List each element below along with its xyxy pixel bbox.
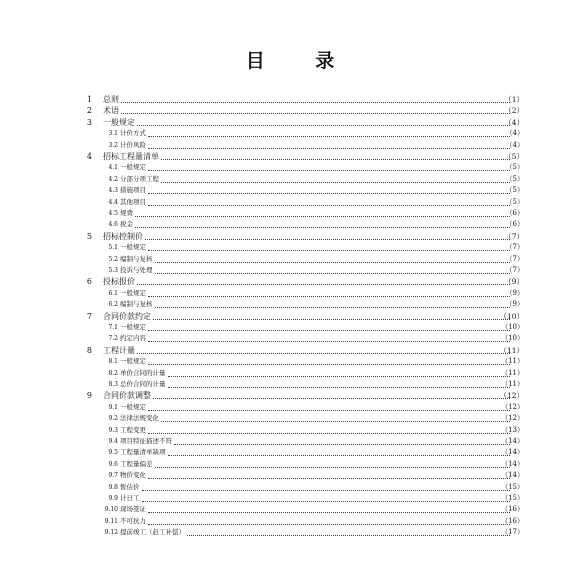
toc-entry-number: 3.2 [108, 141, 118, 149]
dot-leader [148, 422, 510, 434]
toc-entry-label: 单价合同的计量 [120, 368, 166, 377]
toc-entry-number: 4.5 [108, 210, 118, 217]
toc-entry-page: （5） [504, 152, 524, 161]
toc-entry-page: （9） [505, 288, 524, 297]
toc-entry-number: 9.8 [108, 483, 118, 491]
dot-leader [137, 273, 510, 285]
dot-leader [148, 137, 510, 149]
dot-leader [148, 319, 510, 331]
toc-entry-label: 投标报价 [103, 277, 135, 287]
toc-entry-label: 工程计量 [103, 345, 135, 355]
dot-leader [145, 228, 510, 240]
toc-entry-label: 合同价款调整 [103, 391, 151, 401]
toc-entry-label: 计价风险 [120, 140, 146, 149]
toc-entry-label: 计价方式 [120, 129, 146, 138]
toc-entry-page: （7） [505, 243, 524, 252]
dot-leader [142, 490, 510, 502]
dot-leader [168, 365, 510, 377]
toc-entry-page: （14） [501, 448, 524, 457]
toc-entry-label: 招标控制价 [103, 231, 143, 241]
toc-entry-number: 6.2 [108, 301, 118, 309]
toc-entry-number: 9.9 [108, 495, 118, 502]
toc-entry-page: （1） [504, 95, 524, 104]
toc-entry-page: （12） [499, 391, 524, 401]
toc-entry-page: （5） [505, 163, 524, 172]
toc-entry-page: （10） [499, 311, 524, 321]
toc-entry-page: （9） [504, 277, 524, 287]
dot-leader [121, 102, 510, 114]
toc-entry-number: 3.1 [108, 130, 118, 138]
dot-leader [148, 182, 510, 194]
toc-entry-number: 9.3 [108, 426, 118, 434]
toc-entry-page: （7） [505, 266, 524, 274]
toc-entry-number: 7.2 [108, 335, 118, 343]
dot-leader [187, 524, 510, 536]
toc-entry-label: 不可抗力 [120, 516, 146, 525]
dot-leader [168, 376, 510, 388]
toc-entry-page: （9） [505, 300, 524, 309]
toc-entry-number: 7 [86, 311, 92, 321]
dot-leader [148, 399, 510, 411]
toc-entry-number: 9.7 [108, 472, 118, 480]
toc-entry-label: 规费 [120, 209, 133, 217]
dot-leader [148, 513, 510, 525]
toc-entry-page: （16） [501, 505, 524, 514]
toc-entry-page: （14） [501, 459, 524, 468]
toc-entry-number: 6 [86, 277, 92, 287]
toc-entry-page: （17） [501, 528, 524, 537]
toc-entry-label: 其他项目 [120, 197, 146, 206]
toc-entry-number: 4.3 [108, 187, 118, 195]
toc-entry-number: 9.12 [104, 529, 118, 537]
toc-entry-number: 8.2 [108, 369, 118, 377]
toc-entry-number: 8.3 [108, 381, 118, 388]
toc-entry-label: 总价合同的计量 [120, 380, 166, 388]
toc-entry-number: 9.11 [104, 517, 118, 525]
toc-entry-label: 投诉与处理 [120, 266, 153, 274]
dot-leader [155, 262, 510, 274]
toc-entry-number: 5.2 [108, 255, 118, 263]
dot-leader [155, 296, 510, 308]
toc-entry-number: 4.1 [108, 164, 118, 172]
toc-entry-page: （5） [505, 186, 524, 195]
toc-entry-label: 合同价款约定 [103, 311, 151, 321]
toc-entry-number: 2 [86, 106, 92, 116]
toc-entry-number: 4 [86, 152, 92, 161]
dot-leader [148, 353, 510, 365]
toc-entry-page: （10） [501, 323, 524, 331]
dot-leader [174, 433, 510, 445]
toc-entry-label: 一般规定 [120, 243, 146, 252]
dot-leader [137, 114, 510, 126]
dot-leader [155, 251, 510, 263]
toc-entry-number: 9.2 [108, 415, 118, 423]
dot-leader [135, 216, 510, 228]
toc-entry-page: （14） [501, 471, 524, 480]
toc-entry-label: 一般规定 [120, 163, 146, 172]
toc-entry-page: （16） [501, 516, 524, 525]
toc-entry-number: 5 [86, 231, 92, 241]
toc-entry-page: （11） [501, 357, 524, 366]
dot-leader [155, 456, 510, 468]
toc-entry-number: 9.10 [104, 506, 118, 514]
toc-entry-page: （5） [505, 197, 524, 206]
toc-entry-page: （14） [501, 437, 524, 445]
toc-entry-label: 法律法规变化 [120, 414, 159, 423]
dot-leader [148, 467, 510, 479]
toc-entry[interactable] [0, 527, 580, 538]
toc-entry-label: 工程变更 [120, 425, 146, 434]
toc-entry-number: 5.1 [108, 244, 118, 252]
toc-entry-page: （15） [501, 482, 524, 491]
toc-entry-number: 4.4 [108, 198, 118, 206]
toc-entry-label: 一般规定 [120, 357, 146, 366]
toc-entry-number: 1 [86, 95, 92, 104]
toc-entry-page: （15） [501, 494, 524, 502]
dot-leader [161, 148, 510, 160]
toc-entry-label: 术语 [103, 106, 119, 116]
toc-entry-label: 约定内容 [120, 334, 146, 343]
dot-leader [121, 91, 510, 103]
toc-entry-label: 工程量偏差 [120, 459, 153, 468]
toc-entry-page: （4） [505, 140, 524, 149]
toc-entry-label: 一般规定 [120, 402, 146, 411]
toc-entry-page: （12） [501, 414, 524, 423]
toc-entry-number: 9.6 [108, 460, 118, 468]
toc-entry-number: 8.1 [108, 358, 118, 366]
dot-leader [148, 159, 510, 171]
toc-entry-page: （12） [501, 402, 524, 411]
dot-leader [161, 171, 510, 183]
toc-entry-label: 暂估价 [120, 482, 140, 491]
toc-entry-number: 3 [86, 117, 92, 127]
toc-entry-label: 招标工程量清单 [103, 152, 159, 161]
toc-entry-label: 一般规定 [120, 323, 146, 331]
dot-leader [137, 342, 510, 354]
dot-leader [142, 479, 510, 491]
toc-entry-page: （5） [505, 174, 524, 183]
toc-entry-label: 项目特征描述不符 [120, 437, 172, 445]
toc-entry-number: 8 [86, 345, 92, 355]
toc-entry-page: （10） [501, 334, 524, 343]
dot-leader [148, 239, 510, 251]
toc-entry-page: （4） [505, 129, 524, 138]
toc-entry-label: 编制与复核 [120, 300, 153, 309]
dot-leader [148, 501, 510, 513]
toc-entry-page: （11） [499, 345, 524, 355]
toc-entry-page: （7） [505, 254, 524, 263]
dot-leader [148, 330, 510, 342]
toc-entry-number: 4.2 [108, 175, 118, 183]
toc-entry-page: （2） [504, 106, 524, 116]
toc-entry-number: 9.5 [108, 449, 118, 457]
toc-entry-number: 5.3 [108, 267, 118, 274]
toc-entry-page: （7） [504, 231, 524, 241]
toc-entry-page: （6） [505, 220, 524, 229]
toc-entry-label: 一般规定 [120, 288, 146, 297]
toc-entry-page: （4） [504, 117, 524, 127]
toc-entry-label: 分部分项工程 [120, 174, 159, 183]
page-title: 目 录 [245, 50, 357, 72]
toc-entry-number: 9.1 [108, 403, 118, 411]
toc-entry-label: 现场签证 [120, 505, 146, 514]
toc-entry-page: （6） [505, 209, 524, 217]
dot-leader [168, 444, 510, 456]
toc-entry-label: 物价变化 [120, 471, 146, 480]
toc-entry-label: 提前竣工（赶工补偿） [120, 528, 185, 537]
toc-entry-label: 总则 [103, 95, 119, 104]
dot-leader [148, 285, 510, 297]
toc-entry-number: 4.6 [108, 221, 118, 229]
dot-leader [153, 308, 510, 320]
toc-entry-number: 9.4 [108, 438, 118, 445]
dot-leader [161, 410, 510, 422]
toc-entry-label: 编制与复核 [120, 254, 153, 263]
toc-entry-page: （11） [501, 368, 524, 377]
toc-entry-page: （13） [501, 425, 524, 434]
toc-entry-label: 措施项目 [120, 186, 146, 195]
toc-entry-number: 6.1 [108, 289, 118, 297]
toc-entry-number: 7.1 [108, 324, 118, 331]
toc-entry-label: 计日工 [120, 494, 140, 502]
toc-entry-label: 工程量清单缺项 [120, 448, 166, 457]
toc-entry-page: （11） [501, 380, 524, 388]
dot-leader [153, 387, 510, 399]
toc-entry-label: 一般规定 [103, 117, 135, 127]
dot-leader [148, 125, 510, 137]
dot-leader [148, 194, 510, 206]
toc-entry-label: 税金 [120, 220, 133, 229]
dot-leader [135, 205, 510, 217]
toc-entry-number: 9 [86, 391, 92, 401]
